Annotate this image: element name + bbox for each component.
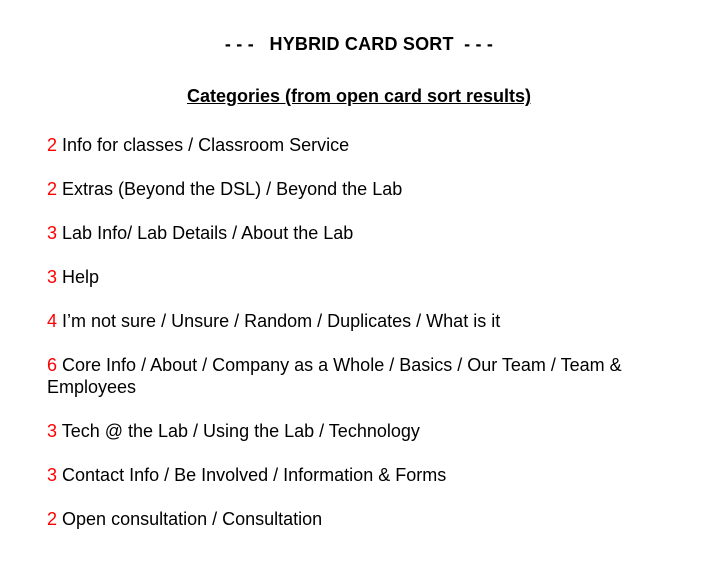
category-item: [47, 420, 647, 442]
category-count: 4: [47, 311, 58, 331]
category-item: [47, 178, 647, 200]
category-count: 3: [47, 223, 58, 243]
category-count: 6: [47, 355, 58, 375]
category-count: 3: [47, 465, 58, 485]
category-count: 2: [47, 179, 58, 199]
category-count: 3: [47, 267, 58, 287]
category-item: [47, 508, 647, 530]
category-label: Extras (Beyond the DSL) / Beyond the Lab: [62, 179, 403, 199]
category-item: [47, 464, 647, 486]
category-label: Help: [62, 267, 100, 287]
category-label: Lab Info/ Lab Details / About the Lab: [62, 223, 354, 243]
category-item: [47, 222, 647, 244]
category-count: 3: [47, 421, 58, 441]
category-label: Open consultation / Consultation: [62, 509, 323, 529]
category-count: 2: [47, 509, 58, 529]
category-item: [47, 354, 647, 398]
category-item: [47, 266, 647, 288]
page-title: - - - HYBRID CARD SORT - - -: [224, 34, 494, 54]
category-item: [47, 134, 647, 156]
category-label: Core Info / About / Company as a Whole / Basics / Our Team / Team & Employees: [47, 355, 622, 397]
category-list: [47, 134, 647, 552]
category-label: Info for classes / Classroom Service: [62, 135, 350, 155]
category-label: Tech @ the Lab / Using the Lab / Technology: [61, 421, 420, 441]
category-item: [47, 310, 647, 332]
category-count: 2: [47, 135, 58, 155]
category-label: Contact Info / Be Involved / Information & Forms: [62, 465, 447, 485]
category-label: I’m not sure / Unsure / Random / Duplicates / What is it: [62, 311, 501, 331]
section-heading: Categories (from open card sort results): [186, 86, 532, 106]
